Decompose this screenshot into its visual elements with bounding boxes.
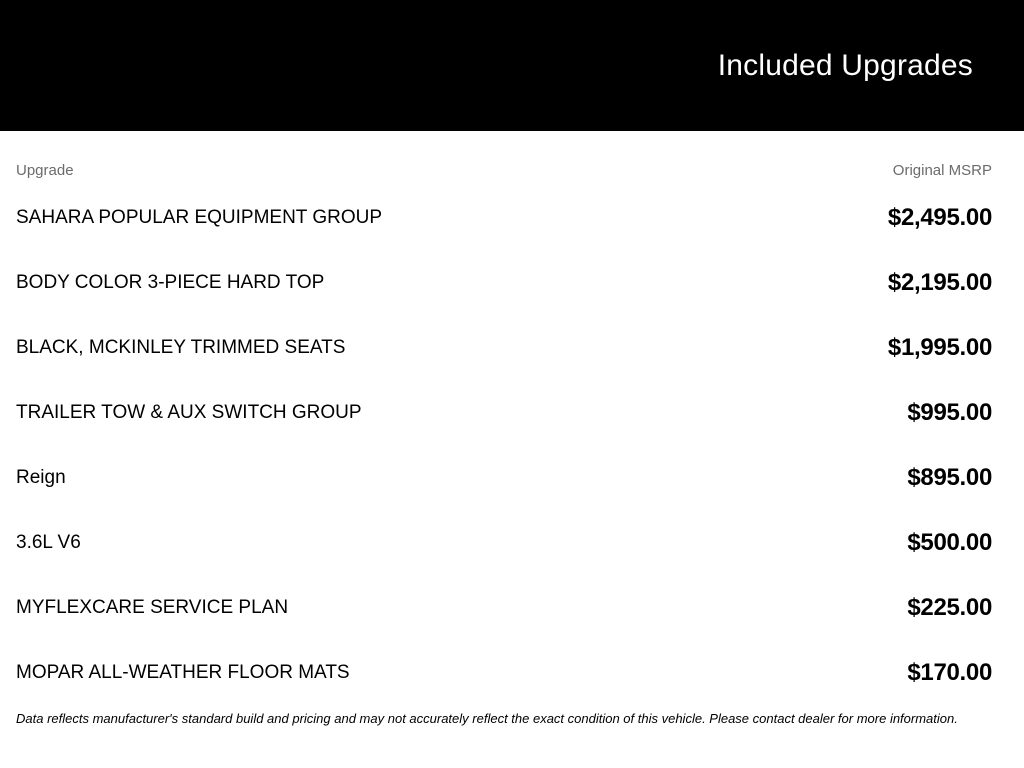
- upgrades-table: [0, 155, 1024, 726]
- upgrade-name: MYFLEXCARE SERVICE PLAN: [16, 596, 289, 618]
- table-row: [16, 510, 992, 575]
- upgrade-msrp: $225.00: [907, 593, 992, 621]
- upgrade-name: 3.6L V6: [16, 531, 81, 553]
- upgrade-name: Reign: [16, 466, 66, 488]
- upgrade-msrp: $170.00: [907, 658, 992, 686]
- upgrade-name: TRAILER TOW & AUX SWITCH GROUP: [16, 401, 362, 423]
- upgrade-msrp: $2,495.00: [887, 203, 992, 231]
- table-row: [16, 315, 992, 380]
- table-row: [16, 640, 992, 705]
- table-row: [16, 250, 992, 315]
- page-header: [0, 0, 1024, 131]
- upgrade-msrp: $895.00: [907, 463, 992, 491]
- upgrade-name: MOPAR ALL-WEATHER FLOOR MATS: [16, 661, 350, 683]
- table-row: [16, 380, 992, 445]
- page-title: Included Upgrades: [717, 48, 973, 82]
- table-row: [16, 445, 992, 510]
- column-header-upgrade: Upgrade: [16, 161, 74, 179]
- upgrade-name: SAHARA POPULAR EQUIPMENT GROUP: [16, 206, 383, 228]
- disclaimer-text: Data reflects manufacturer's standard build and pricing and may not accurately reflect the exact condition of this vehicle. Please contact dealer for more information.: [16, 711, 958, 726]
- upgrade-name: BODY COLOR 3-PIECE HARD TOP: [16, 271, 325, 293]
- upgrade-msrp: $500.00: [907, 528, 992, 556]
- table-row: [16, 575, 992, 640]
- upgrade-msrp: $2,195.00: [887, 268, 992, 296]
- column-header-original-msrp: Original MSRP: [892, 161, 992, 179]
- upgrade-msrp: $1,995.00: [887, 333, 992, 361]
- table-row: [16, 185, 992, 250]
- table-column-headers: [16, 155, 992, 185]
- upgrade-msrp: $995.00: [907, 398, 992, 426]
- upgrade-name: BLACK, MCKINLEY TRIMMED SEATS: [16, 336, 346, 358]
